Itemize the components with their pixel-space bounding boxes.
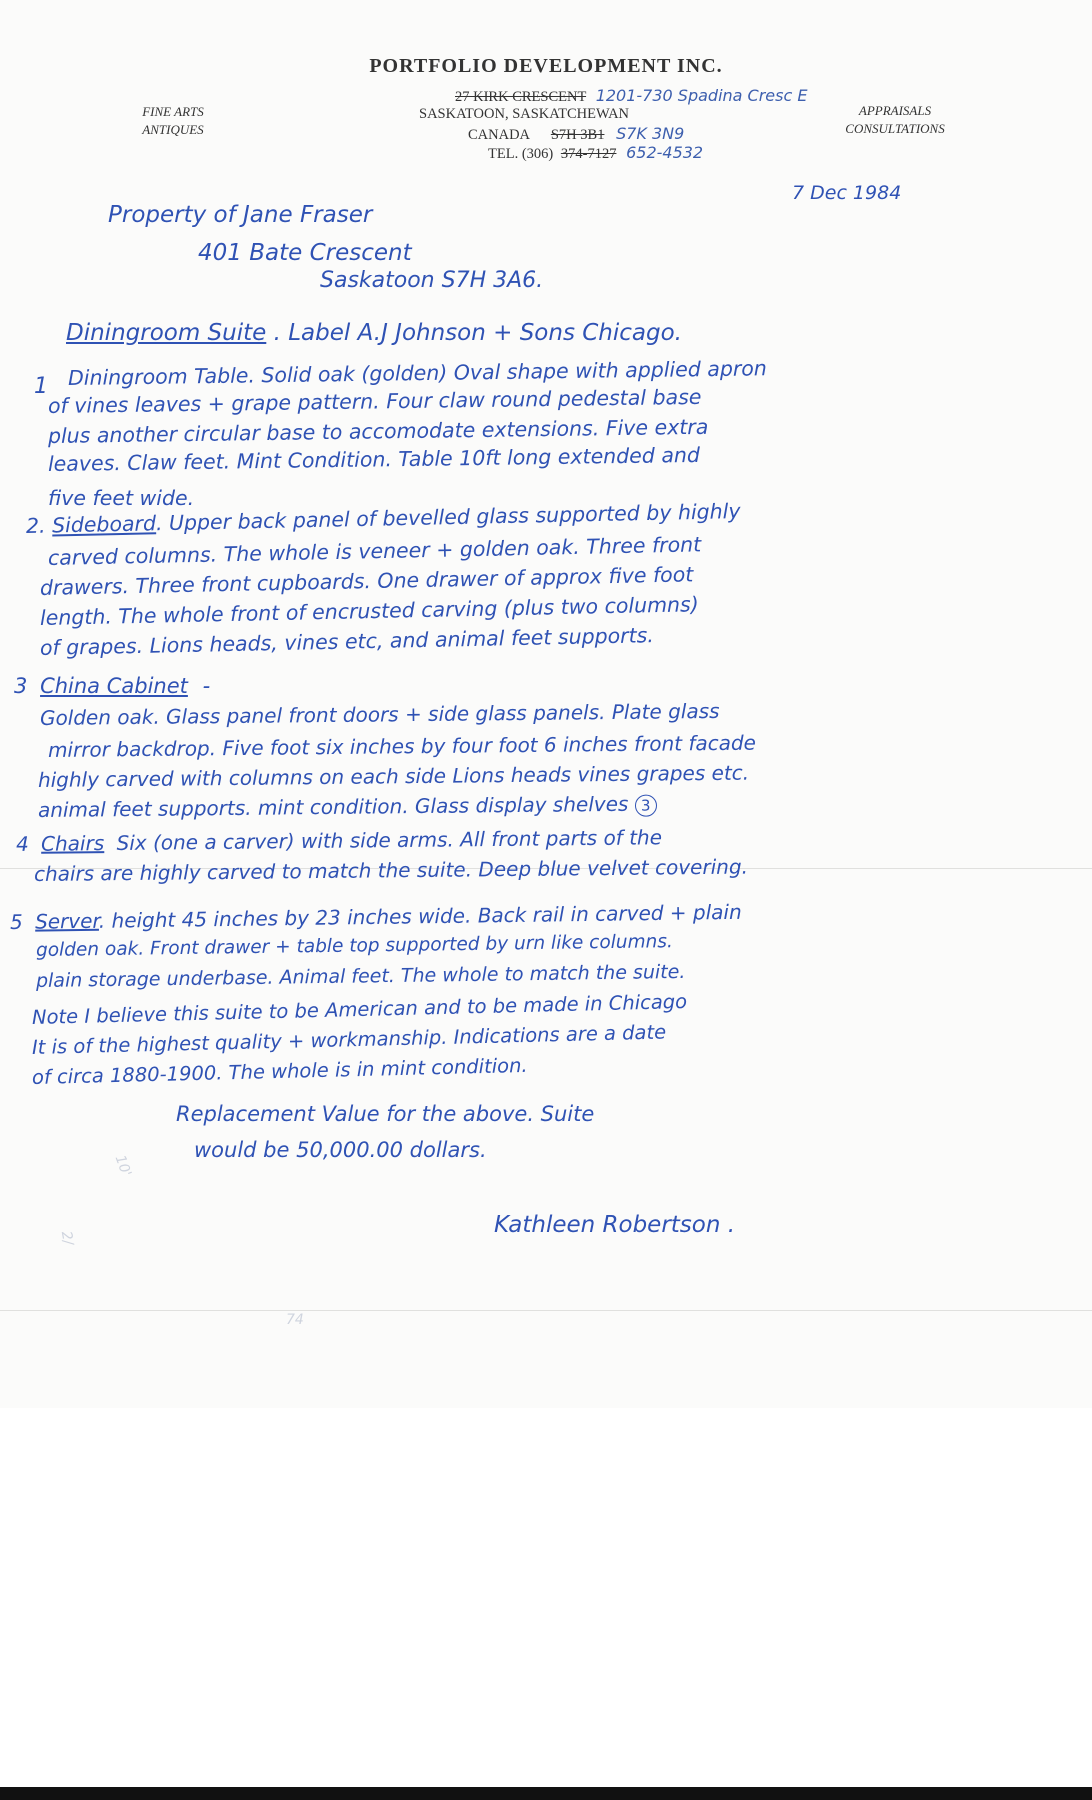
bleed-through-mark: 74 xyxy=(286,1312,304,1328)
note-line: Note I believe this suite to be American and to be made in Chicago xyxy=(31,989,688,1029)
address-city: SASKATOON, SASKATCHEWAN xyxy=(419,106,630,122)
services-right-line: CONSULTATIONS xyxy=(845,121,945,136)
note-line: of circa 1880-1900. The whole is in mint condition. xyxy=(31,1053,528,1089)
item-3-heading xyxy=(14,674,210,698)
services-left-line: FINE ARTS xyxy=(142,104,204,119)
address-country: CANADA xyxy=(468,127,530,143)
replacement-value-line: Replacement Value for the above. Suite xyxy=(176,1102,595,1126)
owner-street: 401 Bate Crescent xyxy=(198,240,412,266)
address-street-line xyxy=(400,86,808,105)
item-2-line: drawers. Three front cupboards. One drawer of approx five foot xyxy=(39,562,694,600)
item-5-line: plain storage underbase. Animal feet. The whole to match the suite. xyxy=(35,960,686,992)
suite-maker-label: . Label A.J Johnson + Sons Chicago. xyxy=(273,320,682,346)
item-3-line: mirror backdrop. Five foot six inches by four foot 6 inches front facade xyxy=(47,730,757,762)
address-postal-line xyxy=(400,124,760,143)
suite-heading xyxy=(66,320,682,346)
item-number: 5 xyxy=(9,909,23,934)
item-3-line: animal feet supports. mint condition. Glass display shelves xyxy=(37,791,629,822)
item-2-title: Sideboard xyxy=(51,511,157,538)
services-left-line: ANTIQUES xyxy=(142,122,204,137)
scan-bottom-edge xyxy=(0,1787,1092,1800)
struck-postal-code: S7H 3B1 xyxy=(550,127,605,143)
item-number: 2. xyxy=(25,513,46,538)
item-5-line: golden oak. Front drawer + table top supported by urn like columns. xyxy=(35,931,673,961)
letterhead-services-right xyxy=(830,102,960,138)
item-number: 3 xyxy=(14,674,28,698)
handwritten-telephone: 652-4532 xyxy=(626,143,704,162)
item-3-line: highly carved with columns on each side Lions heads vines grapes etc. xyxy=(37,760,750,792)
owner-city: Saskatoon S7H 3A6. xyxy=(320,268,544,293)
owner-name: Property of Jane Fraser xyxy=(108,202,373,228)
address-telephone-line xyxy=(400,143,760,162)
item-2-line: of grapes. Lions heads, vines etc, and animal feet supports. xyxy=(39,623,655,660)
item-4-line: Six (one a carver) with side arms. All front parts of the xyxy=(116,825,663,855)
struck-telephone: 374-7127 xyxy=(560,146,617,162)
item-5-line: . height 45 inches by 23 inches wide. Back rail in carved + plain xyxy=(98,899,742,933)
item-5-heading xyxy=(10,900,742,934)
replacement-value-amount: would be 50,000.00 dollars. xyxy=(194,1138,487,1162)
address-city-line xyxy=(400,105,760,124)
item-2-line: . Upper back panel of bevelled glass supported by highly xyxy=(155,499,741,536)
handwritten-street: 1201-730 Spadina Cresc E xyxy=(595,86,808,105)
item-1-line: leaves. Claw feet. Mint Condition. Table 10ft long extended and xyxy=(47,442,701,476)
paper-fold-line xyxy=(0,1310,1092,1311)
suite-title: Diningroom Suite xyxy=(66,320,267,346)
item-1-line: plus another circular base to accomodate extensions. Five extra xyxy=(47,414,709,448)
item-number: 4 xyxy=(15,831,29,856)
letter-date: 7 Dec 1984 xyxy=(792,182,902,204)
signature: Kathleen Robertson . xyxy=(494,1212,736,1238)
item-1-line: of vines leaves + grape pattern. Four claw round pedestal base xyxy=(47,384,702,418)
telephone-prefix: TEL. (306) xyxy=(488,146,554,162)
letterhead-address xyxy=(400,86,808,162)
item-4-title: Chairs xyxy=(40,831,105,856)
bleed-through-mark: 10' xyxy=(111,1153,135,1179)
item-3-line: Golden oak. Glass panel front doors + side glass panels. Plate glass xyxy=(39,698,720,730)
item-3-title: China Cabinet xyxy=(40,674,188,698)
item-3-line-shelves xyxy=(38,792,657,823)
handwritten-postal-code: S7K 3N9 xyxy=(616,124,685,143)
letterhead-services-left xyxy=(128,103,218,139)
item-2-line: carved columns. The whole is veneer + golden oak. Three front xyxy=(47,532,702,570)
heading-dash: - xyxy=(202,674,211,698)
bleed-through-mark: 2/ xyxy=(57,1229,76,1247)
item-4-line: chairs are highly carved to match the suite. Deep blue velvet covering. xyxy=(33,854,749,886)
services-right-line: APPRAISALS xyxy=(858,103,932,118)
note-line: It is of the highest quality + workmanship. Indications are a date xyxy=(31,1020,667,1059)
item-5-title: Server xyxy=(34,908,100,934)
shelf-count-circled: 3 xyxy=(635,795,657,817)
item-1-line: five feet wide. xyxy=(48,486,195,510)
struck-street: 27 KIRK CRESCENT xyxy=(455,89,587,105)
item-4-heading xyxy=(16,825,662,856)
item-2-line: length. The whole front of encrusted carving (plus two columns) xyxy=(39,592,699,630)
item-1-line: Diningroom Table. Solid oak (golden) Oval shape with applied apron xyxy=(67,356,768,390)
item-number: 1 xyxy=(34,374,48,399)
company-name: PORTFOLIO DEVELOPMENT INC. xyxy=(369,55,723,77)
